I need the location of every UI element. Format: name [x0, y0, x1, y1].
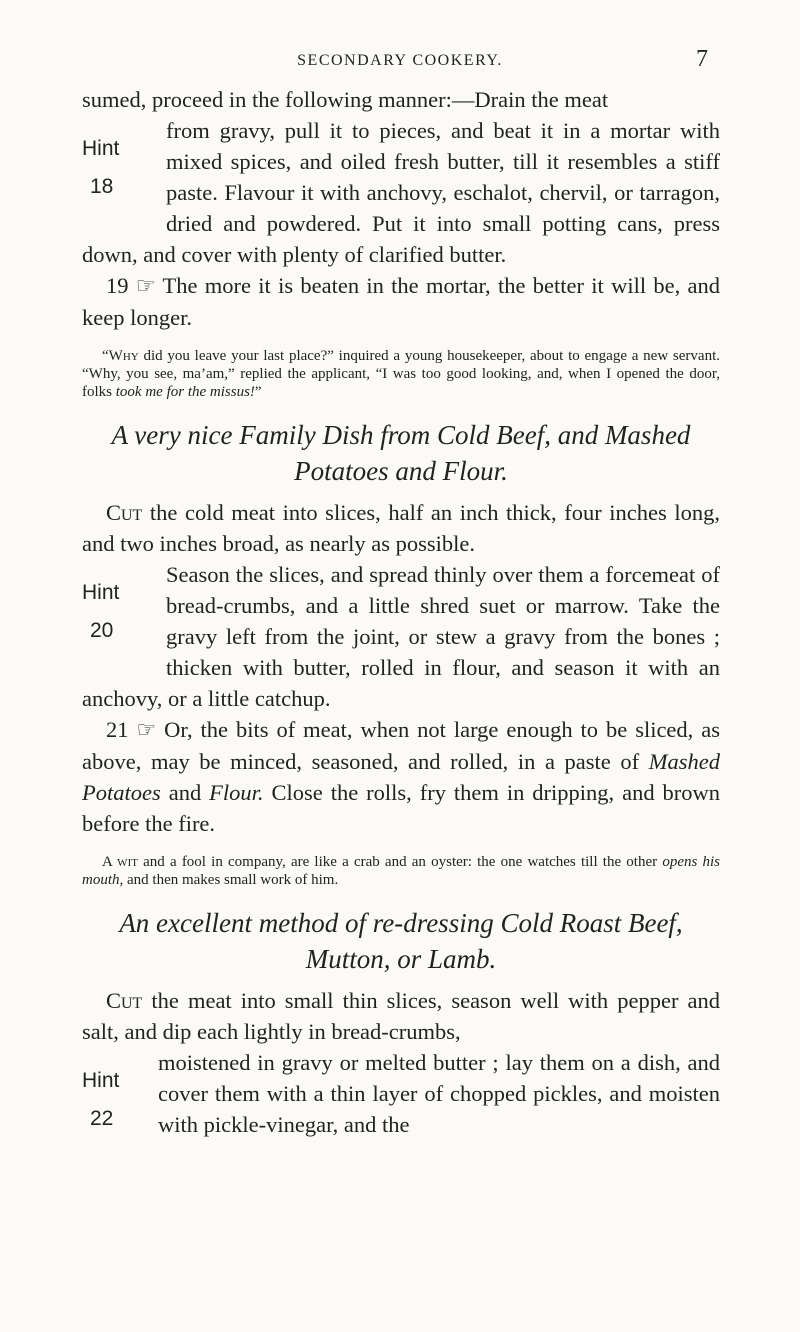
paragraph-line: sumed, proceed in the following manner:—Drain the meat [82, 87, 609, 112]
hint-marker-22 [82, 1047, 152, 1171]
hint-21-italic: Flour. [209, 780, 264, 805]
recipe-title-2 [82, 905, 720, 977]
recipe-lead: Cut [106, 988, 143, 1013]
paragraph: from gravy, pull it to pieces, and beat it in a mortar with mixed spices, and oiled fresh butter, till it resembles a stiff paste. Flavour it with anchovy, eschalot, chervil, or tarragon, dried and powdered. Put it into small potting cans, press down, and cover with plenty of clarified butter. [82, 118, 720, 267]
recipe-title-line: An excellent method of re-dressing Cold Roast Beef, [119, 908, 683, 938]
recipe-title-line: Potatoes and Flour. [294, 456, 508, 486]
anecdote-end: ” [254, 384, 262, 400]
hint-21-text: Close the rolls, fry them in dripping, and brown before the fire. [82, 780, 721, 836]
hint-21-italic: Mashed Potatoes [82, 749, 720, 805]
hint-label: Hint [82, 581, 120, 604]
hint-21-and: and [168, 780, 202, 805]
recipe-lead: Cut [106, 500, 143, 525]
recipe-1-body: Season the slices, and spread thinly over them a forcemeat of bread-crumbs, and a little shred suet or marrow. Take the gravy left from the joint, or stew a gravy from the bones ; thicken with butter, rolled in flour, and season it with an anchovy, or a little catchup. [82, 562, 720, 711]
recipe-1-intro [82, 497, 720, 559]
anecdote-italic: took me for the missus! [115, 384, 255, 400]
anecdote-lead: A wit [102, 854, 138, 870]
recipe-first: the meat into small thin slices, season well with pepper and salt, and dip each lightly in bread-crumbs, [82, 988, 720, 1044]
hint-number: 18 [90, 175, 114, 198]
anecdote-end: and then makes small work of him. [127, 872, 339, 888]
hint-marker-20 [82, 559, 160, 683]
page-number: 7 [696, 46, 708, 72]
hint-label: Hint [82, 1069, 120, 1092]
hint-number: 22 [90, 1107, 114, 1130]
hint-marker-18 [82, 115, 160, 239]
recipe-title-1 [82, 417, 720, 489]
page-text [82, 84, 720, 1171]
running-title: SECONDARY COOKERY. [297, 52, 503, 69]
anecdote-text: did you leave your last place?” inquired a young housekeeper, about to engage a new servant. “Why, you see, ma’am,” replied the applicant, “I was too good looking, and, when I opened the door, folks [82, 348, 720, 400]
pointing-hand-icon: ☞ [136, 718, 157, 743]
anecdote-1: “Why did you leave your last place?” inquired a young housekeeper, about to engage a new servant. “Why, you see, ma’am,” replied the applicant, “I was too good looking, and, when I opened the door, folks took me for the missus!” [82, 348, 720, 400]
anecdote-2 [82, 853, 720, 889]
recipe-title-line: A very nice Family Dish from Cold Beef, and Mashed [111, 420, 691, 450]
recipe-title-line: Mutton, or Lamb. [305, 944, 497, 974]
hint-19-text: The more it is beaten in the mortar, the better it will be, and keep longer. [82, 273, 721, 330]
hint-21-text: Or, the bits of meat, when not large enough to be sliced, as above, may be minced, seasoned, and rolled, in a paste of [82, 717, 720, 774]
hint-21-number: 21 [106, 717, 129, 742]
recipe-2-intro [82, 985, 720, 1047]
hint-19-paragraph [82, 270, 720, 333]
hint-19-number: 19 [106, 273, 129, 298]
hint-label: Hint [82, 137, 120, 160]
anecdote-text: and a fool in company, are like a crab and an oyster: the one watches till the other [143, 854, 658, 870]
anecdote-lead: Why [108, 348, 139, 364]
recipe-2-body: moistened in gravy or melted butter ; lay them on a dish, and cover them with a thin layer of chopped pickles, and moisten with pickle-vinegar, and the [158, 1050, 720, 1137]
hint-number: 20 [90, 619, 114, 642]
hint-21-paragraph [82, 714, 720, 839]
recipe-first: the cold meat into slices, half an inch thick, four inches long, and two inches broad, as nearly as possible. [82, 500, 720, 556]
pointing-hand-icon: ☞ [135, 274, 156, 299]
anecdote-italic: opens his mouth, [82, 854, 721, 888]
